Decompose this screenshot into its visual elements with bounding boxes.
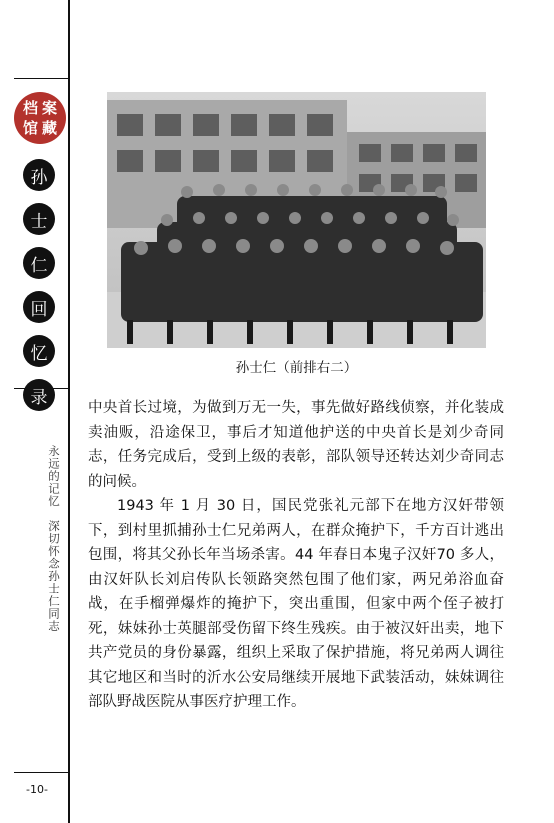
book-title-char: 录 [23, 379, 55, 411]
book-title-char: 忆 [23, 335, 55, 367]
page-number: -10- [26, 783, 48, 796]
paragraph: 1943 年 1 月 30 日，国民党张礼元部下在地方汉奸带领下，到村里抓捕孙士仁兄弟两人，在群众掩护下，千方百计逃出包围，将其父孙长年当场杀害。44 年春日本鬼子汉奸70 多人，由汉奸队长刘启传队长领路突然包围了他们家，两兄弟浴血奋战，在手榴弹爆炸的掩护下，突出重围，但家中两个侄子被打死，妹妹孙士英腿部受伤留下终生残疾。由于被汉奸出卖，地下共产党员的身份暴露，组织上采取了保护措施，将兄弟两人调往其它地区和当时的沂水公安局继续开展地下武装活动，妹妹调往部队野战医院从事医疗护理工作。 [88, 498, 504, 710]
book-title-char: 士 [23, 203, 55, 235]
body-text [88, 396, 504, 715]
book-title-char: 孙 [23, 159, 55, 191]
margin-bottom-rule [14, 772, 70, 773]
section-subtitle-part2: 深切怀念孙士仁同志 [47, 519, 61, 632]
group-photo [107, 92, 486, 348]
book-title-char: 仁 [23, 247, 55, 279]
margin-vertical-rule [68, 0, 70, 823]
book-title-char: 回 [23, 291, 55, 323]
paragraph: 中央首长过境，为做到万无一失，事先做好路线侦察，并化装成卖油贩，沿途保卫，事后才知道他护送的中央首长是刘少奇同志，任务完成后，受到上级的表彰，部队领导还转达刘少奇同志的问候。 [88, 400, 504, 490]
section-subtitle-vertical [20, 445, 62, 635]
book-title-vertical [23, 159, 57, 423]
collection-seal-stamp: 档 案 馆 藏 [14, 92, 66, 144]
section-subtitle-part1: 永远的记忆 [47, 445, 61, 508]
margin-top-rule [14, 78, 70, 79]
photo-caption: 孙士仁（前排右二） [235, 360, 358, 376]
